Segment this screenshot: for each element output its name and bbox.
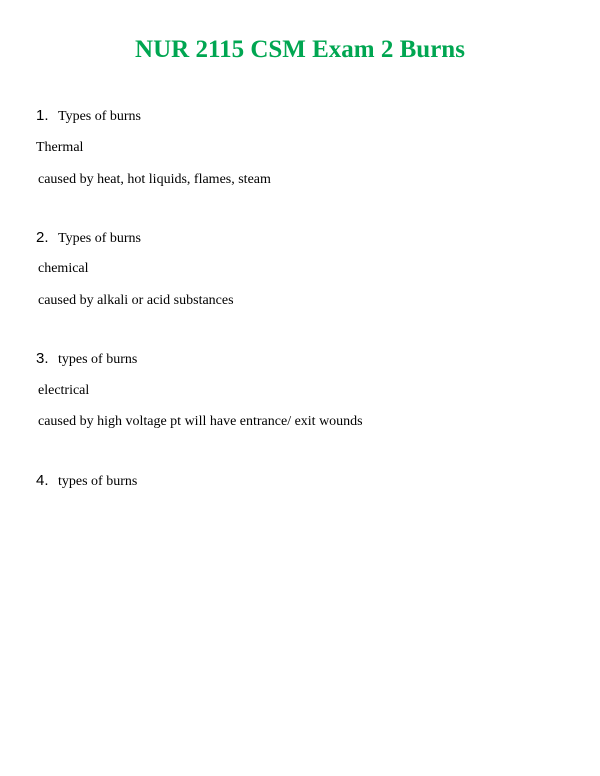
document-title: NUR 2115 CSM Exam 2 Burns <box>135 36 465 63</box>
question-prompt: types of burns <box>58 352 138 367</box>
answer-term: chemical <box>38 261 89 276</box>
question-number: 1. <box>36 107 49 124</box>
answer-detail: caused by heat, hot liquids, flames, steam <box>38 172 271 187</box>
answer-term: Thermal <box>36 140 84 155</box>
question-3 <box>36 350 137 369</box>
question-number: 3. <box>36 350 49 367</box>
question-prompt: Types of burns <box>58 109 142 124</box>
question-prompt: types of burns <box>58 474 138 489</box>
question-number: 2. <box>36 229 49 246</box>
answer-term: electrical <box>38 383 90 398</box>
question-2 <box>36 229 141 248</box>
question-1 <box>36 107 141 126</box>
question-4 <box>36 472 137 491</box>
question-prompt: Types of burns <box>58 231 142 246</box>
question-number: 4. <box>36 472 49 489</box>
answer-detail: caused by alkali or acid substances <box>38 293 234 308</box>
answer-detail: caused by high voltage pt will have entrance/ exit wounds <box>38 414 363 429</box>
